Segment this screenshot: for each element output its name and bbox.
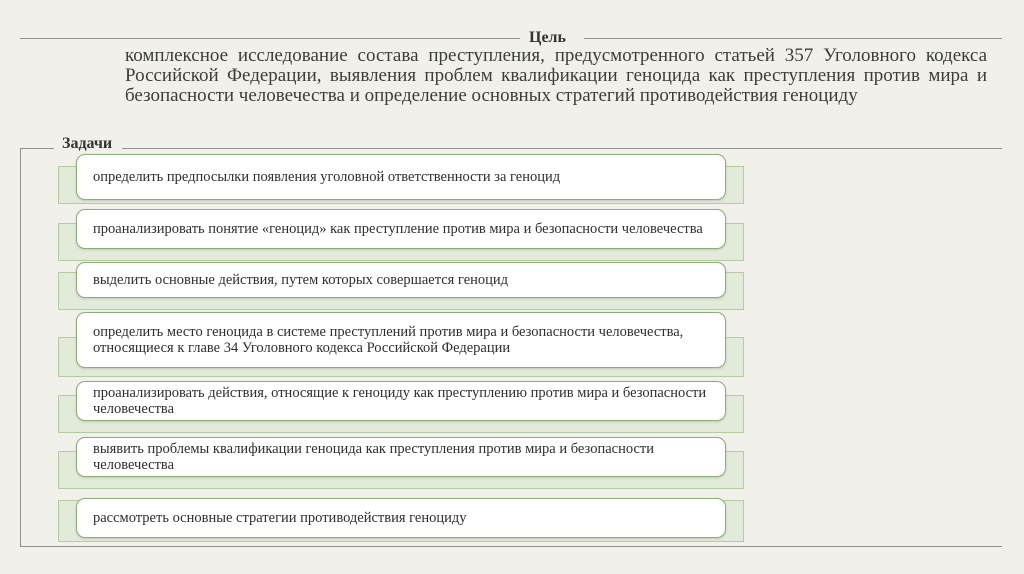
goal-rule-left bbox=[20, 38, 520, 39]
tasks-rule-left bbox=[20, 148, 54, 149]
task-pill bbox=[76, 498, 726, 538]
task-label: рассмотреть основные стратегии противодействия геноциду bbox=[93, 510, 467, 526]
tasks-rule-right bbox=[122, 148, 1002, 149]
task-label: выявить проблемы квалификации геноцида как преступления против мира и безопасности человечества bbox=[93, 441, 654, 473]
task-item bbox=[58, 312, 744, 377]
tasks-rule-bottom bbox=[20, 546, 1002, 547]
task-item bbox=[58, 209, 744, 261]
goal-heading: Цель bbox=[529, 29, 566, 46]
tasks-rule-vertical bbox=[20, 148, 21, 546]
task-item bbox=[58, 154, 744, 204]
task-label: проанализировать понятие «геноцид» как преступление против мира и безопасности человечества bbox=[93, 221, 703, 237]
task-item bbox=[58, 262, 744, 310]
task-pill bbox=[76, 209, 726, 249]
task-pill bbox=[76, 154, 726, 200]
task-pill bbox=[76, 381, 726, 421]
task-label: выделить основные действия, путем которых совершается геноцид bbox=[93, 272, 509, 288]
task-item bbox=[58, 381, 744, 433]
task-pill bbox=[76, 262, 726, 298]
task-label: определить место геноцида в системе преступлений против мира и безопасности человечества, относящиеся к главе 34 Уголовного кодекса Российской Федерации bbox=[93, 324, 684, 356]
task-pill bbox=[76, 437, 726, 477]
task-item bbox=[58, 437, 744, 489]
goal-rule-right bbox=[584, 38, 1002, 39]
goal-text: комплексное исследование состава преступления, предусмотренного статьей 357 Уголовного кодекса Российской Федерации, выявления проблем квалификации геноцида как преступления против мира и безопасности человечества и определение основных стратегий противодействия геноциду bbox=[125, 45, 987, 106]
task-label: определить предпосылки появления уголовной ответственности за геноцид bbox=[93, 169, 561, 185]
tasks-heading: Задачи bbox=[62, 135, 113, 152]
task-label: проанализировать действия, относящие к геноциду как преступлению против мира и безопасности человечества bbox=[93, 385, 707, 417]
task-pill bbox=[76, 312, 726, 368]
task-item bbox=[58, 496, 744, 542]
